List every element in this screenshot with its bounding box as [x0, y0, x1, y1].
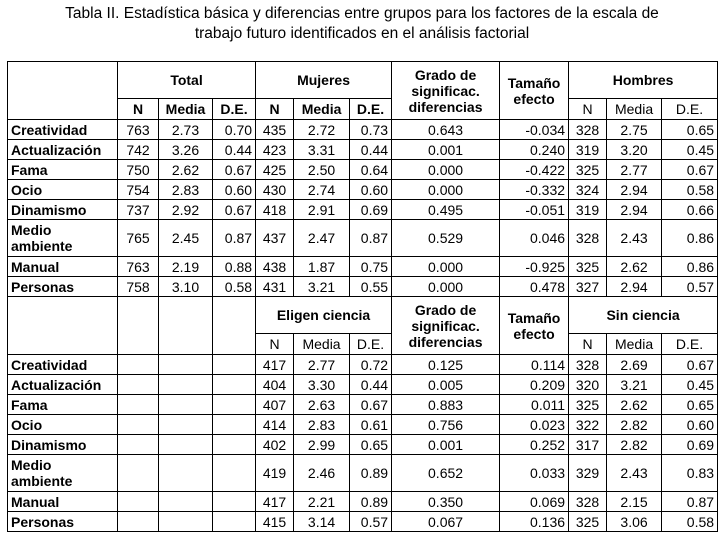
sub-de: D.E. — [662, 99, 718, 120]
empty-cell — [118, 435, 159, 455]
total-n: 763 — [118, 257, 159, 277]
empty-cell — [213, 375, 256, 395]
total-n: 750 — [118, 160, 159, 180]
row-label: Fama — [8, 395, 118, 415]
sub-media: Media — [294, 99, 350, 120]
table-row — [8, 257, 718, 277]
empty-cell — [213, 355, 256, 375]
mujeres-media: 2.50 — [294, 160, 350, 180]
sin-ciencia-media: 2.82 — [607, 435, 662, 455]
total-n: 763 — [118, 120, 159, 140]
mujeres-media: 2.91 — [294, 200, 350, 220]
empty-cell — [118, 395, 159, 415]
row-label: Personas — [8, 512, 118, 532]
sub-de: D.E. — [662, 334, 718, 355]
row-label: Personas — [8, 277, 118, 297]
sin-ciencia-media: 2.43 — [607, 455, 662, 492]
tamano-value: -0.422 — [500, 160, 569, 180]
sin-ciencia-de: 0.69 — [662, 435, 718, 455]
empty-cell — [118, 375, 159, 395]
hombres-n: 325 — [569, 160, 607, 180]
empty-cell — [118, 512, 159, 532]
caption-line-1: Tabla II. Estadística básica y diferencias entre grupos para los factores de la escala de — [65, 5, 659, 22]
hombres-media: 2.77 — [607, 160, 662, 180]
table-row — [8, 355, 718, 375]
hombres-media: 2.94 — [607, 200, 662, 220]
eligen-media: 2.21 — [294, 492, 350, 512]
section2-group-header — [8, 297, 718, 334]
eligen-de: 0.44 — [350, 375, 392, 395]
row-label: Dinamismo — [8, 435, 118, 455]
header-grado: Grado de significac. diferencias — [392, 297, 500, 355]
eligen-de: 0.72 — [350, 355, 392, 375]
tamano-value: 0.011 — [500, 395, 569, 415]
grado-value: 0.001 — [392, 140, 500, 160]
row-label: Creatividad — [8, 355, 118, 375]
mujeres-media: 2.74 — [294, 180, 350, 200]
sin-ciencia-n: 325 — [569, 512, 607, 532]
empty-cell — [118, 455, 159, 492]
empty-cell — [213, 492, 256, 512]
mujeres-n: 437 — [256, 220, 294, 257]
mujeres-de: 0.55 — [350, 277, 392, 297]
header-sin-ciencia: Sin ciencia — [569, 297, 718, 334]
grado-value: 0.756 — [392, 415, 500, 435]
tamano-value: 0.209 — [500, 375, 569, 395]
sin-ciencia-media: 3.06 — [607, 512, 662, 532]
sub-n: N — [256, 334, 294, 355]
header-blank — [213, 297, 256, 355]
hombres-de: 0.57 — [662, 277, 718, 297]
row-label: Fama — [8, 160, 118, 180]
sin-ciencia-de: 0.45 — [662, 375, 718, 395]
sub-n: N — [569, 99, 607, 120]
eligen-n: 419 — [256, 455, 294, 492]
sin-ciencia-media: 2.82 — [607, 415, 662, 435]
sub-de: D.E. — [213, 99, 256, 120]
tamano-value: -0.051 — [500, 200, 569, 220]
statistics-table — [7, 61, 718, 532]
grado-value: 0.495 — [392, 200, 500, 220]
total-de: 0.67 — [213, 200, 256, 220]
sin-ciencia-de: 0.87 — [662, 492, 718, 512]
mujeres-de: 0.60 — [350, 180, 392, 200]
row-label: Actualización — [8, 140, 118, 160]
mujeres-media: 2.47 — [294, 220, 350, 257]
hombres-media: 3.20 — [607, 140, 662, 160]
table-row — [8, 140, 718, 160]
total-media: 2.73 — [159, 120, 213, 140]
mujeres-de: 0.69 — [350, 200, 392, 220]
sub-media: Media — [607, 334, 662, 355]
hombres-media: 2.62 — [607, 257, 662, 277]
total-n: 765 — [118, 220, 159, 257]
empty-cell — [118, 492, 159, 512]
header-blank — [159, 297, 213, 355]
hombres-media: 2.94 — [607, 277, 662, 297]
hombres-n: 324 — [569, 180, 607, 200]
total-media: 2.83 — [159, 180, 213, 200]
table-row — [8, 395, 718, 415]
total-de: 0.67 — [213, 160, 256, 180]
table-caption — [0, 4, 724, 44]
grado-value: 0.001 — [392, 435, 500, 455]
sin-ciencia-de: 0.65 — [662, 395, 718, 415]
mujeres-n: 431 — [256, 277, 294, 297]
header-blank — [8, 297, 118, 355]
sin-ciencia-de: 0.83 — [662, 455, 718, 492]
sub-de: D.E. — [350, 334, 392, 355]
total-de: 0.44 — [213, 140, 256, 160]
sin-ciencia-media: 2.62 — [607, 395, 662, 415]
grado-value: 0.643 — [392, 120, 500, 140]
mujeres-de: 0.75 — [350, 257, 392, 277]
header-hombres: Hombres — [569, 62, 718, 99]
tamano-value: 0.046 — [500, 220, 569, 257]
empty-cell — [159, 455, 213, 492]
total-media: 2.92 — [159, 200, 213, 220]
grado-value: 0.125 — [392, 355, 500, 375]
sin-ciencia-n: 322 — [569, 415, 607, 435]
hombres-n: 328 — [569, 120, 607, 140]
sin-ciencia-media: 2.69 — [607, 355, 662, 375]
table-row — [8, 455, 718, 492]
sub-media: Media — [159, 99, 213, 120]
mujeres-media: 3.21 — [294, 277, 350, 297]
empty-cell — [159, 492, 213, 512]
tamano-value: -0.332 — [500, 180, 569, 200]
header-blank — [8, 62, 118, 120]
mujeres-de: 0.44 — [350, 140, 392, 160]
total-n: 737 — [118, 200, 159, 220]
header-mujeres: Mujeres — [256, 62, 392, 99]
empty-cell — [159, 415, 213, 435]
grado-value: 0.005 — [392, 375, 500, 395]
eligen-n: 407 — [256, 395, 294, 415]
hombres-n: 319 — [569, 140, 607, 160]
grado-value: 0.883 — [392, 395, 500, 415]
mujeres-n: 435 — [256, 120, 294, 140]
caption-line-2: trabajo futuro identificados en el análisis factorial — [194, 25, 530, 42]
mujeres-de: 0.87 — [350, 220, 392, 257]
total-media: 2.19 — [159, 257, 213, 277]
mujeres-de: 0.64 — [350, 160, 392, 180]
empty-cell — [159, 435, 213, 455]
eligen-n: 417 — [256, 492, 294, 512]
table-row — [8, 277, 718, 297]
eligen-de: 0.67 — [350, 395, 392, 415]
sub-media: Media — [294, 334, 350, 355]
total-media: 2.45 — [159, 220, 213, 257]
total-media: 3.10 — [159, 277, 213, 297]
sub-n: N — [118, 99, 159, 120]
header-tamano: Tamaño efecto — [500, 297, 569, 355]
empty-cell — [159, 375, 213, 395]
hombres-media: 2.75 — [607, 120, 662, 140]
sin-ciencia-n: 328 — [569, 355, 607, 375]
row-label: Creatividad — [8, 120, 118, 140]
eligen-media: 2.63 — [294, 395, 350, 415]
row-label: Medio ambiente — [8, 455, 118, 492]
total-n: 754 — [118, 180, 159, 200]
table-row — [8, 375, 718, 395]
hombres-de: 0.86 — [662, 220, 718, 257]
header-eligen-ciencia: Eligen ciencia — [256, 297, 392, 334]
total-de: 0.87 — [213, 220, 256, 257]
tamano-value: 0.240 — [500, 140, 569, 160]
grado-value: 0.652 — [392, 455, 500, 492]
total-n: 742 — [118, 140, 159, 160]
row-label: Ocio — [8, 180, 118, 200]
total-de: 0.70 — [213, 120, 256, 140]
row-label: Ocio — [8, 415, 118, 435]
total-media: 2.62 — [159, 160, 213, 180]
empty-cell — [213, 512, 256, 532]
total-de: 0.58 — [213, 277, 256, 297]
table-row — [8, 220, 718, 257]
sub-n: N — [256, 99, 294, 120]
mujeres-n: 418 — [256, 200, 294, 220]
empty-cell — [118, 355, 159, 375]
table-row — [8, 200, 718, 220]
hombres-n: 327 — [569, 277, 607, 297]
sin-ciencia-de: 0.67 — [662, 355, 718, 375]
tamano-value: 0.114 — [500, 355, 569, 375]
mujeres-n: 438 — [256, 257, 294, 277]
mujeres-media: 2.72 — [294, 120, 350, 140]
eligen-de: 0.61 — [350, 415, 392, 435]
row-label: Actualización — [8, 375, 118, 395]
tamano-value: 0.033 — [500, 455, 569, 492]
table-row — [8, 492, 718, 512]
eligen-media: 3.14 — [294, 512, 350, 532]
mujeres-media: 1.87 — [294, 257, 350, 277]
eligen-n: 404 — [256, 375, 294, 395]
eligen-de: 0.57 — [350, 512, 392, 532]
empty-cell — [118, 415, 159, 435]
hombres-de: 0.86 — [662, 257, 718, 277]
row-label: Medio ambiente — [8, 220, 118, 257]
row-label: Dinamismo — [8, 200, 118, 220]
mujeres-n: 423 — [256, 140, 294, 160]
tamano-value: 0.023 — [500, 415, 569, 435]
eligen-media: 2.77 — [294, 355, 350, 375]
hombres-n: 328 — [569, 220, 607, 257]
header-total: Total — [118, 62, 256, 99]
table-row — [8, 415, 718, 435]
hombres-n: 319 — [569, 200, 607, 220]
eligen-de: 0.89 — [350, 492, 392, 512]
sin-ciencia-n: 320 — [569, 375, 607, 395]
empty-cell — [159, 395, 213, 415]
mujeres-n: 430 — [256, 180, 294, 200]
tamano-value: 0.478 — [500, 277, 569, 297]
table-row — [8, 512, 718, 532]
eligen-de: 0.65 — [350, 435, 392, 455]
total-media: 3.26 — [159, 140, 213, 160]
mujeres-media: 3.31 — [294, 140, 350, 160]
tamano-value: 0.252 — [500, 435, 569, 455]
grado-value: 0.000 — [392, 257, 500, 277]
empty-cell — [159, 512, 213, 532]
hombres-de: 0.65 — [662, 120, 718, 140]
sin-ciencia-n: 328 — [569, 492, 607, 512]
total-n: 758 — [118, 277, 159, 297]
eligen-media: 2.83 — [294, 415, 350, 435]
sub-media: Media — [607, 99, 662, 120]
header-blank — [118, 297, 159, 355]
empty-cell — [213, 395, 256, 415]
grado-value: 0.000 — [392, 180, 500, 200]
sin-ciencia-n: 329 — [569, 455, 607, 492]
hombres-de: 0.58 — [662, 180, 718, 200]
tamano-value: 0.136 — [500, 512, 569, 532]
eligen-n: 414 — [256, 415, 294, 435]
mujeres-n: 425 — [256, 160, 294, 180]
tamano-value: -0.034 — [500, 120, 569, 140]
eligen-n: 417 — [256, 355, 294, 375]
tamano-value: -0.925 — [500, 257, 569, 277]
empty-cell — [213, 435, 256, 455]
eligen-media: 2.99 — [294, 435, 350, 455]
grado-value: 0.000 — [392, 160, 500, 180]
row-label: Manual — [8, 257, 118, 277]
sin-ciencia-n: 317 — [569, 435, 607, 455]
total-de: 0.88 — [213, 257, 256, 277]
eligen-media: 2.46 — [294, 455, 350, 492]
sub-de: D.E. — [350, 99, 392, 120]
hombres-de: 0.45 — [662, 140, 718, 160]
tamano-value: 0.069 — [500, 492, 569, 512]
eligen-n: 415 — [256, 512, 294, 532]
hombres-de: 0.67 — [662, 160, 718, 180]
grado-value: 0.529 — [392, 220, 500, 257]
eligen-n: 402 — [256, 435, 294, 455]
grado-value: 0.350 — [392, 492, 500, 512]
empty-cell — [213, 415, 256, 435]
hombres-media: 2.43 — [607, 220, 662, 257]
total-de: 0.60 — [213, 180, 256, 200]
grado-value: 0.067 — [392, 512, 500, 532]
grado-value: 0.000 — [392, 277, 500, 297]
table-row — [8, 120, 718, 140]
hombres-media: 2.94 — [607, 180, 662, 200]
empty-cell — [159, 355, 213, 375]
sin-ciencia-media: 3.21 — [607, 375, 662, 395]
header-tamano: Tamaño efecto — [500, 62, 569, 120]
sin-ciencia-de: 0.58 — [662, 512, 718, 532]
table-row — [8, 160, 718, 180]
section1-group-header — [8, 62, 718, 99]
empty-cell — [213, 455, 256, 492]
eligen-media: 3.30 — [294, 375, 350, 395]
mujeres-de: 0.73 — [350, 120, 392, 140]
table-row — [8, 180, 718, 200]
header-grado: Grado de significac. diferencias — [392, 62, 500, 120]
table-row — [8, 435, 718, 455]
sin-ciencia-n: 325 — [569, 395, 607, 415]
sin-ciencia-de: 0.60 — [662, 415, 718, 435]
sin-ciencia-media: 2.15 — [607, 492, 662, 512]
eligen-de: 0.89 — [350, 455, 392, 492]
hombres-n: 325 — [569, 257, 607, 277]
row-label: Manual — [8, 492, 118, 512]
hombres-de: 0.66 — [662, 200, 718, 220]
sub-n: N — [569, 334, 607, 355]
